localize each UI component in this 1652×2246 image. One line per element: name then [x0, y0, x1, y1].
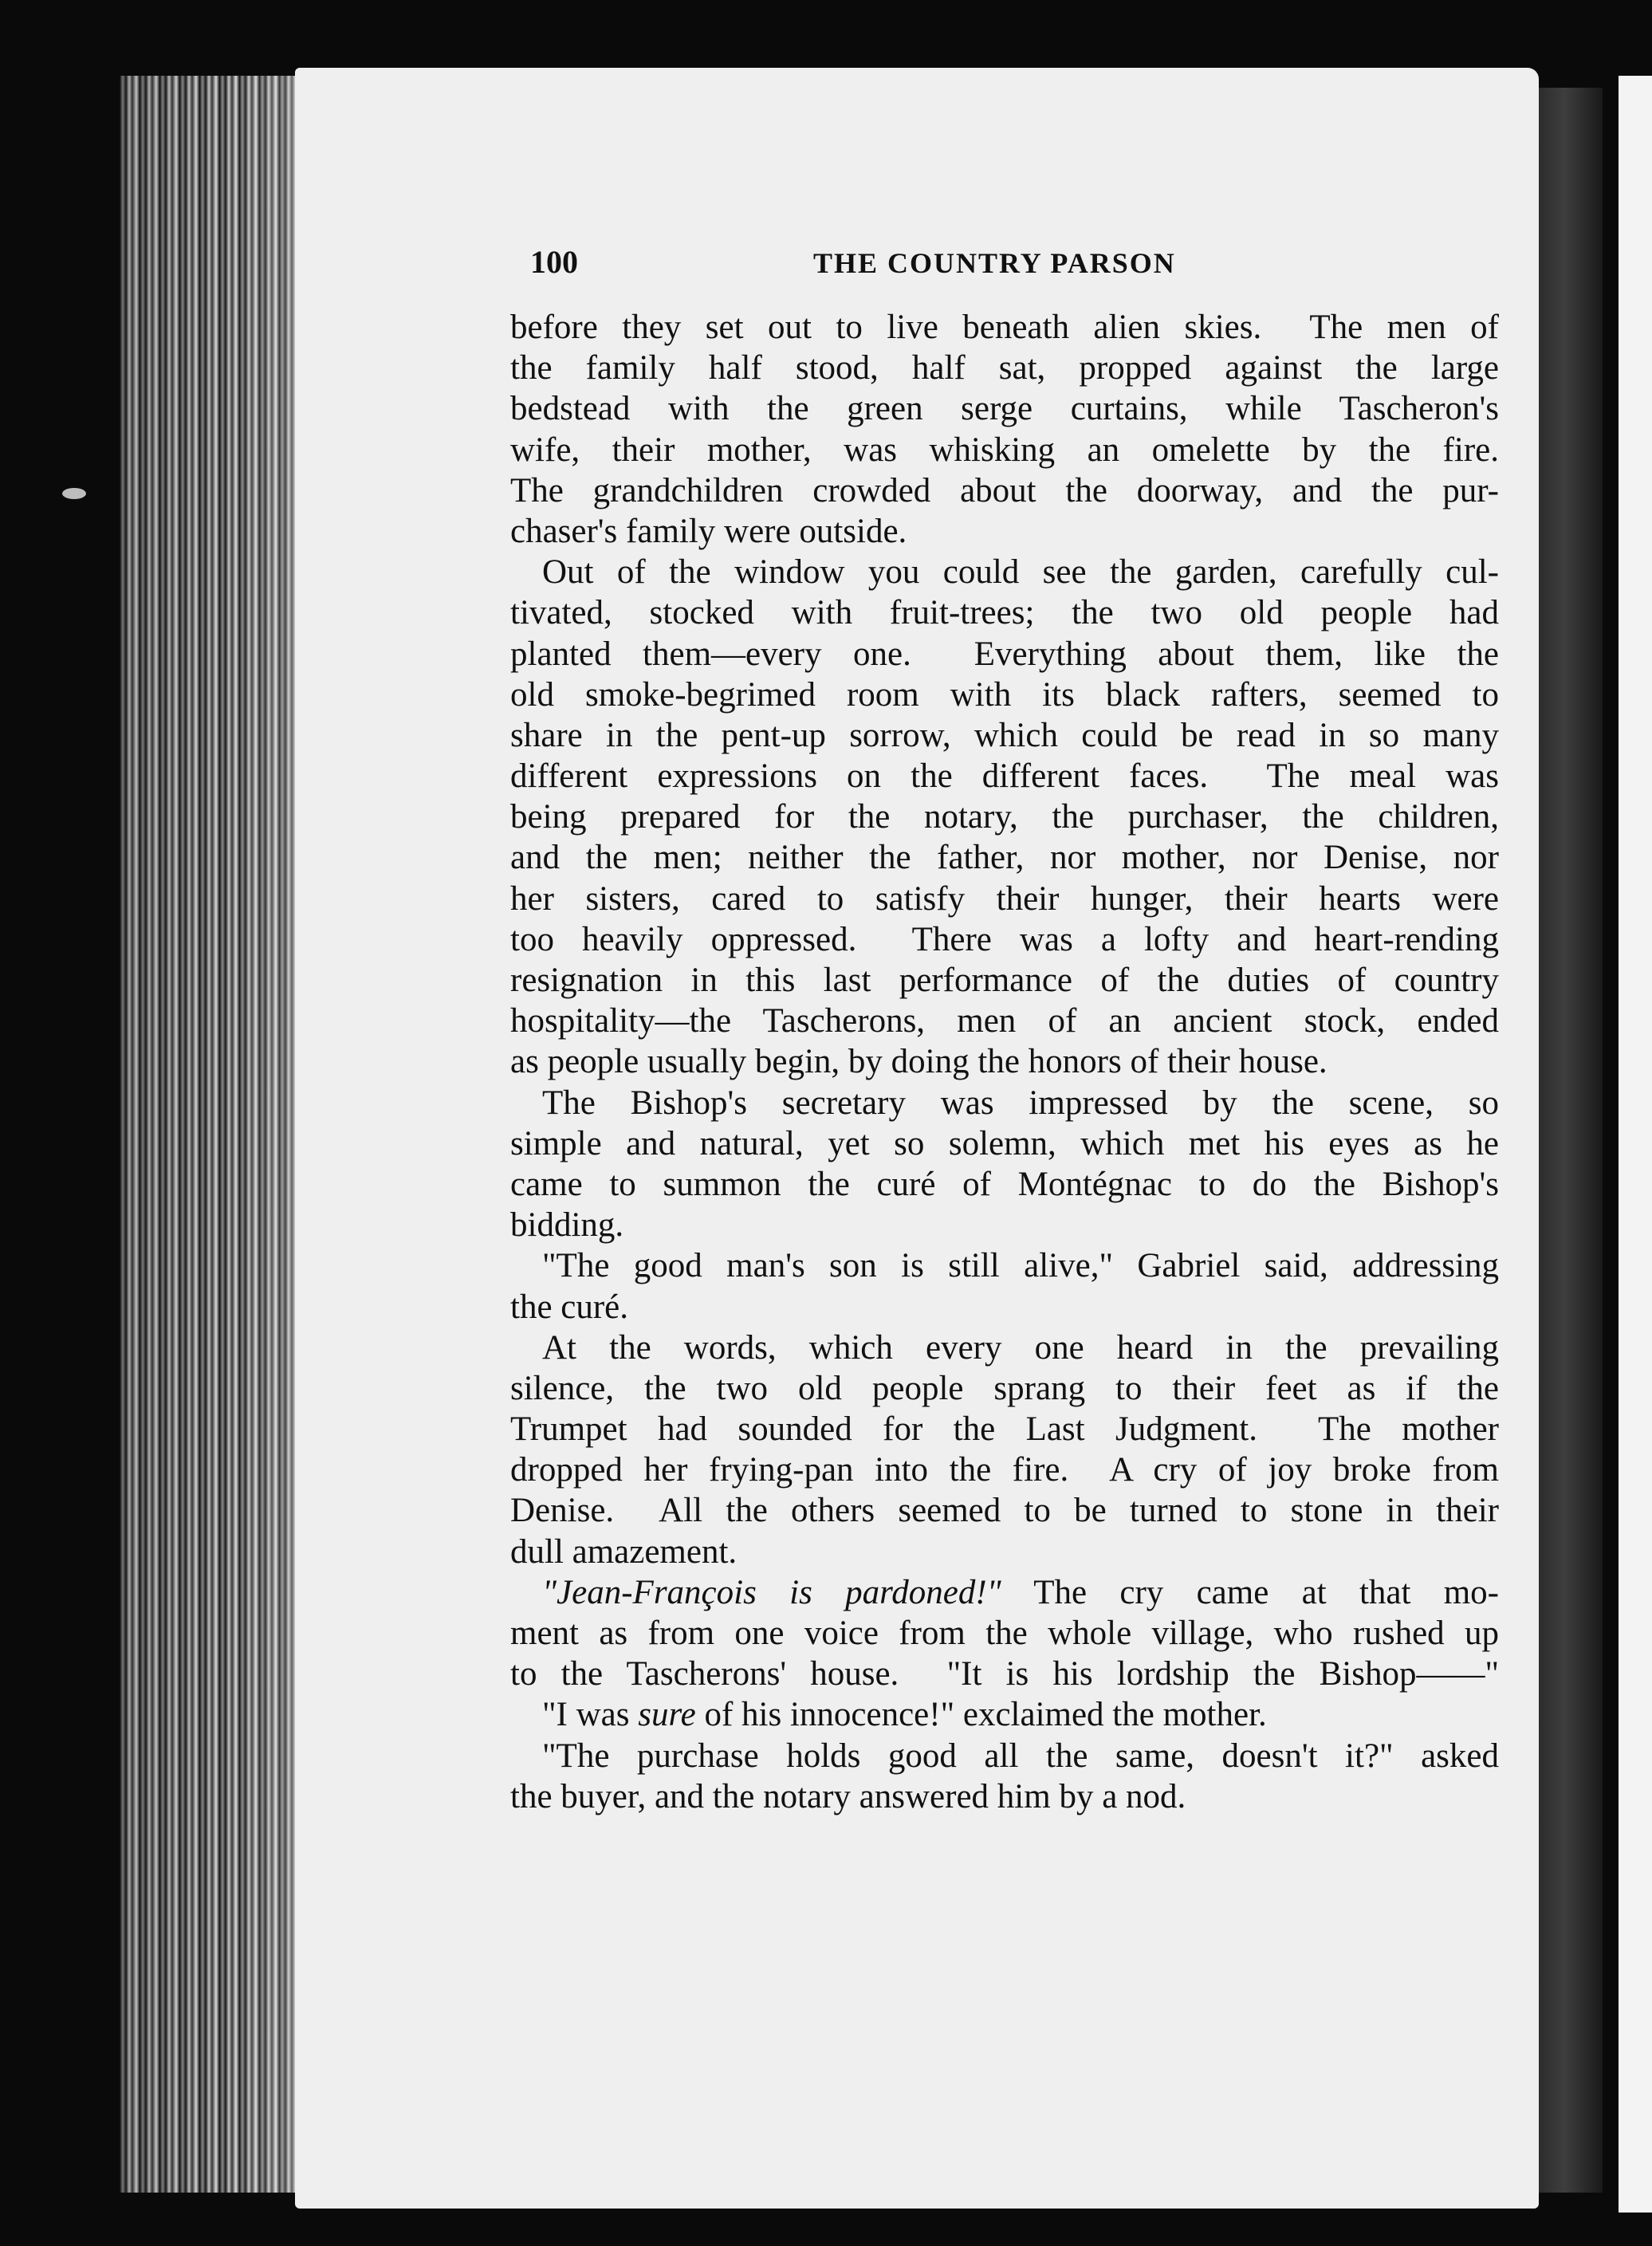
- line-text: "I was: [542, 1696, 639, 1734]
- italic-text: "Jean-François is pardoned!": [542, 1573, 1001, 1611]
- text-line: Denise. All the others seemed to be turned to stone in their: [510, 1492, 1499, 1530]
- book-cover-edge: [1539, 88, 1603, 2193]
- text-line: dull amazement.: [510, 1532, 738, 1571]
- line-text: The cry came at that mo-: [1001, 1573, 1499, 1611]
- text-line: before they set out to live beneath alien skies. The men of: [510, 309, 1499, 346]
- text-line: the curé.: [510, 1288, 629, 1326]
- text-line: hospitality—the Tascherons, men of an ancient stock, ended: [510, 1002, 1499, 1040]
- text-line: resignation in this last performance of the duties of country: [510, 962, 1499, 999]
- text-line: "The good man's son is still alive," Gabriel said, addressing: [542, 1247, 1499, 1285]
- line-text: of his innocence!" exclaimed the mother.: [695, 1696, 1267, 1734]
- running-header: [530, 243, 1248, 283]
- text-line: [510, 1572, 1499, 1613]
- text-line: simple and natural, yet so solemn, which met his eyes as he: [510, 1124, 1499, 1162]
- text-line: dropped her frying-pan into the fire. A cry of joy broke from: [510, 1451, 1499, 1489]
- text-line: different expressions on the different faces. The meal was: [510, 757, 1499, 796]
- text-line: bedstead with the green serge curtains, while Tascheron's: [510, 390, 1499, 428]
- text-line: the buyer, and the notary answered him by a nod.: [510, 1777, 1186, 1815]
- text-line: Out of the window you could see the garden, carefully cul-: [542, 553, 1499, 592]
- text-line: too heavily oppressed. There was a lofty and heart-rending: [510, 920, 1499, 958]
- text-line: Trumpet had sounded for the Last Judgment. The mother: [510, 1410, 1499, 1449]
- text-line: came to summon the curé of Montégnac to do the Bishop's: [510, 1165, 1499, 1203]
- text-line: tivated, stocked with fruit-trees; the two old people had: [510, 594, 1499, 632]
- text-line: to the Tascherons' house. "It is his lordship the Bishop——": [510, 1655, 1499, 1693]
- text-line: the family half stood, half sat, propped against the large: [510, 349, 1499, 387]
- next-page-sliver: [1619, 76, 1652, 2213]
- text-line: as people usually begin, by doing the honors of their house.: [510, 1043, 1328, 1081]
- running-title: THE COUNTRY PARSON: [813, 247, 1176, 279]
- text-line: ment as from one voice from the whole village, who rushed up: [510, 1615, 1499, 1652]
- text-line: bidding.: [510, 1206, 624, 1245]
- text-line: share in the pent-up sorrow, which could be read in so many: [510, 716, 1499, 754]
- text-line: At the words, which every one heard in the prevailing: [542, 1328, 1499, 1367]
- text-line: planted them—every one. Everything about them, like the: [510, 635, 1499, 673]
- italic-text: sure: [638, 1696, 696, 1734]
- text-line: silence, the two old people sprang to their feet as if the: [510, 1369, 1499, 1407]
- text-line: being prepared for the notary, the purchaser, the children,: [510, 798, 1499, 836]
- text-line: [510, 1694, 1499, 1735]
- text-line: old smoke-begrimed room with its black rafters, seemed to: [510, 675, 1499, 714]
- left-margin-mark: [62, 488, 86, 499]
- text-line: The Bishop's secretary was impressed by the scene, so: [542, 1084, 1499, 1122]
- text-line: chaser's family were outside.: [510, 512, 907, 550]
- gutter-shadow: [120, 76, 307, 2193]
- text-line: her sisters, cared to satisfy their hunger, their hearts were: [510, 879, 1499, 918]
- text-line: "The purchase holds good all the same, doesn't it?" asked: [542, 1737, 1499, 1775]
- text-line: wife, their mother, was whisking an omelette by the fire.: [510, 431, 1499, 469]
- body-text: [510, 307, 1499, 1817]
- page-number: 100: [530, 244, 578, 280]
- text-line: The grandchildren crowded about the doorway, and the pur-: [510, 471, 1499, 509]
- text-line: and the men; neither the father, nor mother, nor Denise, nor: [510, 839, 1499, 877]
